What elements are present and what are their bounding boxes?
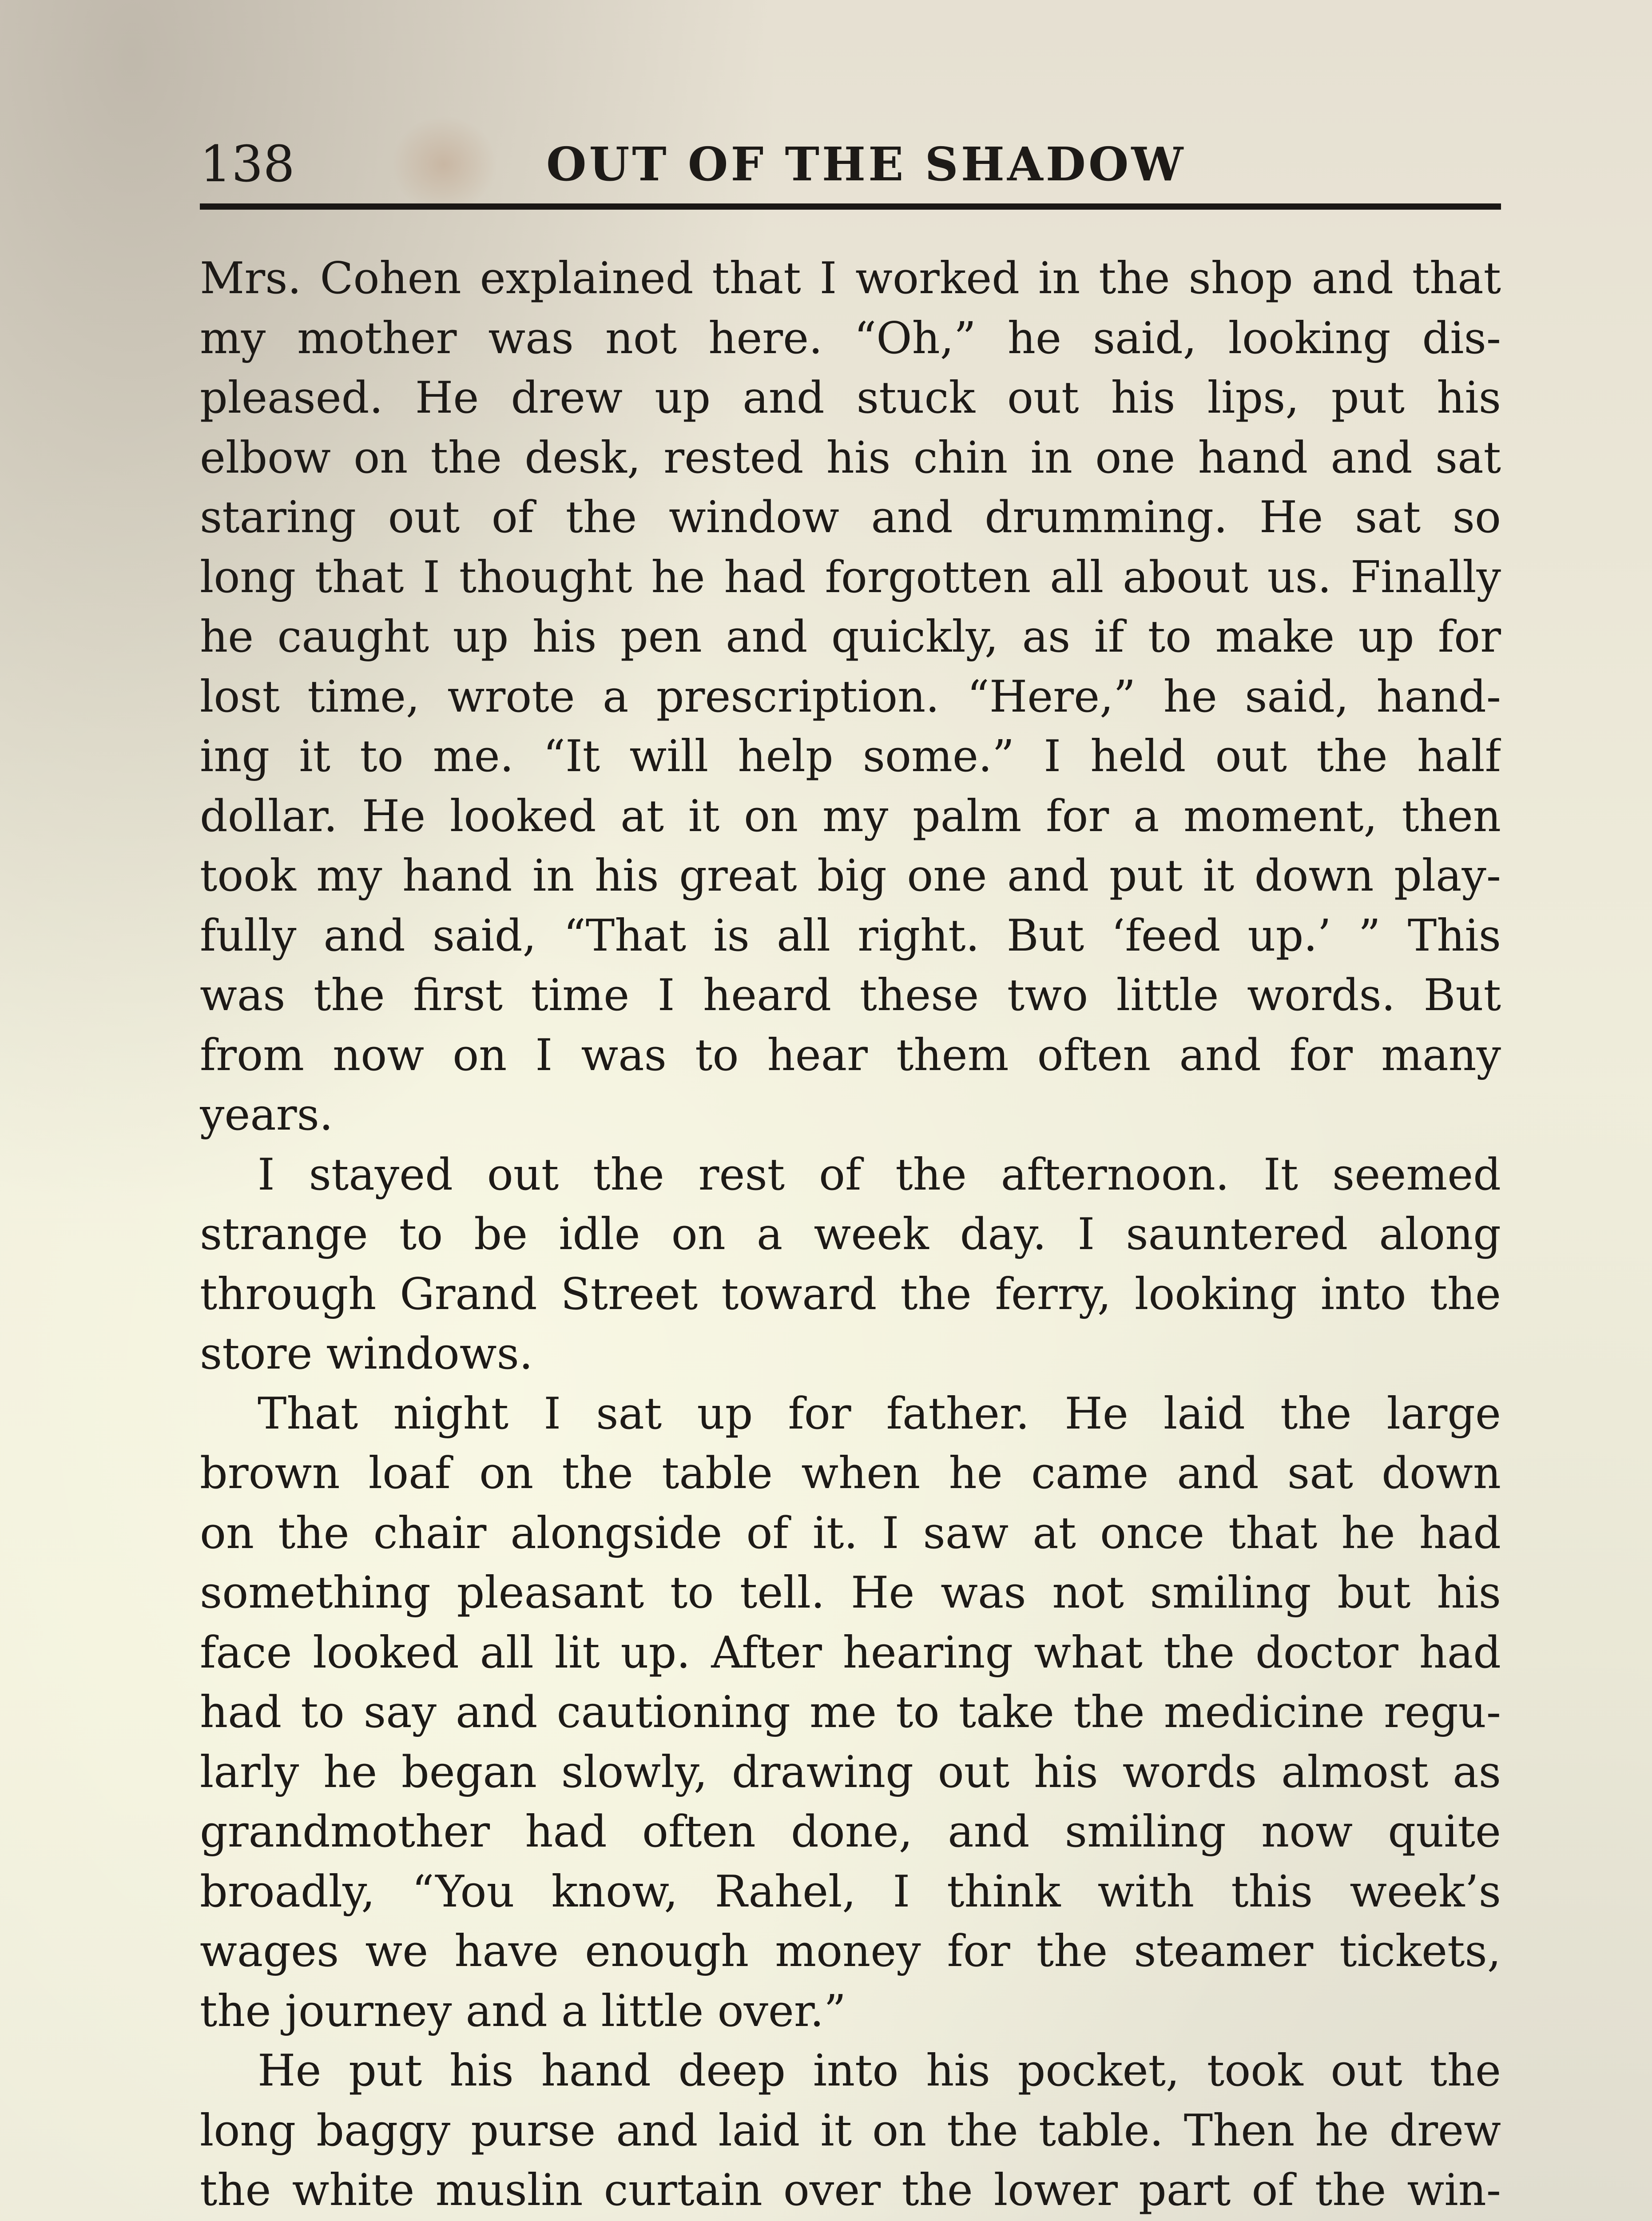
text-line: something pleasant to tell. He was not smiling but his bbox=[200, 1568, 1501, 1618]
header-rule bbox=[200, 203, 1501, 210]
running-title: OUT OF THE SHADOW bbox=[546, 137, 1186, 191]
text-line: dollar. He looked at it on my palm for a moment, then bbox=[200, 791, 1501, 842]
text-line: lost time, wrote a prescription. “Here,” he said, hand- bbox=[200, 671, 1501, 722]
text-line: face looked all lit up. After hearing what the doctor had bbox=[200, 1627, 1501, 1678]
text-line: the white muslin curtain over the lower part of the win- bbox=[200, 2165, 1501, 2216]
body-text bbox=[200, 249, 1501, 2221]
text-line: from now on I was to hear them often and for many bbox=[200, 1030, 1501, 1081]
text-line: staring out of the window and drumming. He sat so bbox=[200, 492, 1501, 543]
text-line: He put his hand deep into his pocket, took out the bbox=[258, 2046, 1501, 2096]
page-number: 138 bbox=[200, 135, 295, 193]
text-line: fully and said, “That is all right. But ‘feed up.’ ” This bbox=[200, 910, 1501, 961]
text-line: Mrs. Cohen explained that I worked in the shop and that bbox=[200, 253, 1501, 304]
text-line: That night I sat up for father. He laid the large bbox=[258, 1388, 1501, 1439]
text-line: ing it to me. “It will help some.” I held out the half bbox=[200, 731, 1501, 782]
text-line: pleased. He drew up and stuck out his lips, put his bbox=[200, 373, 1501, 423]
text-line: my mother was not here. “Oh,” he said, looking dis- bbox=[200, 313, 1501, 364]
text-line: brown loaf on the table when he came and sat down bbox=[200, 1448, 1501, 1499]
text-line: strange to be idle on a week day. I sauntered along bbox=[200, 1209, 1501, 1260]
text-line: store windows. bbox=[200, 1329, 533, 1379]
text-line: larly he began slowly, drawing out his words almost as bbox=[200, 1747, 1501, 1798]
text-line: long that I thought he had forgotten all about us. Finally bbox=[200, 552, 1501, 603]
text-line: wages we have enough money for the steamer tickets, bbox=[200, 1926, 1501, 1977]
text-line: he caught up his pen and quickly, as if to make up for bbox=[200, 612, 1501, 662]
page-header bbox=[200, 129, 1501, 195]
text-line: had to say and cautioning me to take the medicine regu- bbox=[200, 1687, 1501, 1738]
text-line: grandmother had often done, and smiling now quite bbox=[200, 1807, 1501, 1857]
text-line: was the first time I heard these two little words. But bbox=[200, 970, 1501, 1021]
text-line: elbow on the desk, rested his chin in one hand and sat bbox=[200, 432, 1501, 483]
text-line: took my hand in his great big one and put it down play- bbox=[200, 851, 1501, 901]
text-line: through Grand Street toward the ferry, looking into the bbox=[200, 1269, 1501, 1320]
text-line: the journey and a little over.” bbox=[200, 1986, 846, 2037]
text-line: long baggy purse and laid it on the table. Then he drew bbox=[200, 2105, 1501, 2156]
text-line: I stayed out the rest of the afternoon. It seemed bbox=[258, 1149, 1501, 1200]
text-line: on the chair alongside of it. I saw at once that he had bbox=[200, 1508, 1501, 1559]
text-line: years. bbox=[200, 1090, 334, 1140]
text-line: broadly, “You know, Rahel, I think with this week’s bbox=[200, 1866, 1501, 1917]
